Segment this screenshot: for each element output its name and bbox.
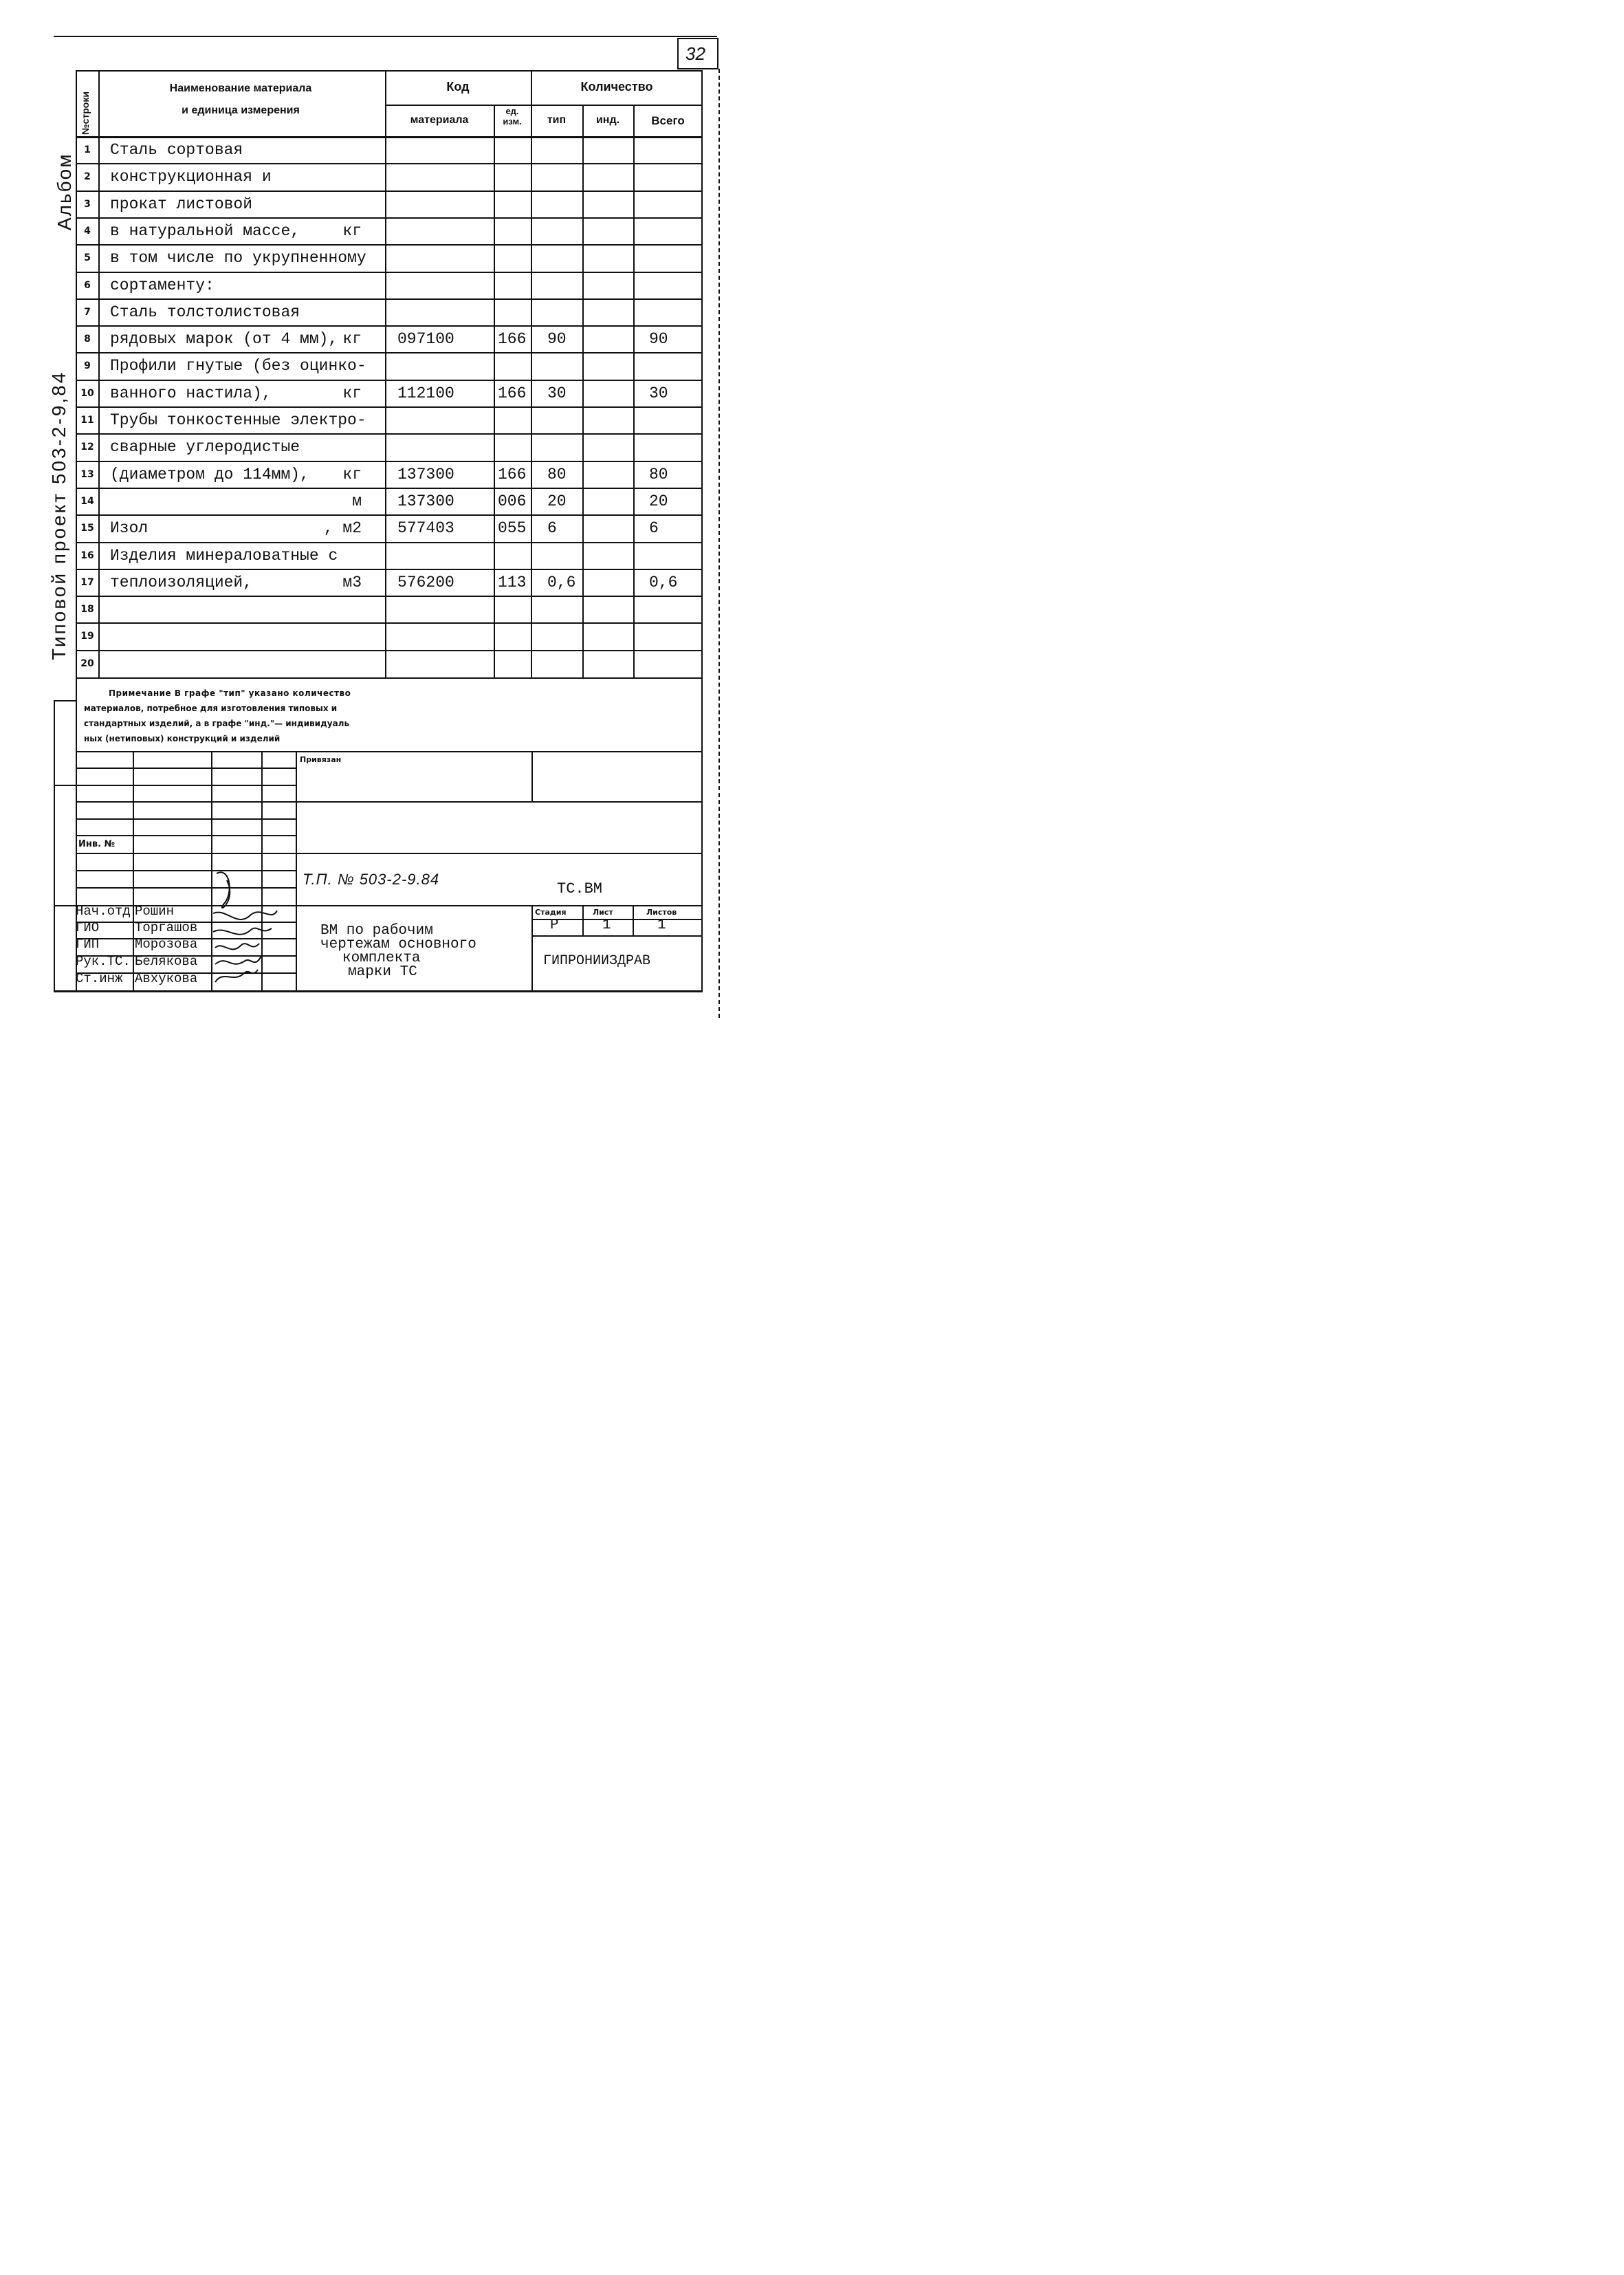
note-line4: ных (нетиповых) конструкций и изделий	[84, 734, 281, 743]
stamp-bottom	[54, 990, 703, 992]
role-name: Торгашов	[135, 920, 198, 935]
stamp-row	[54, 785, 296, 786]
material-name: (диаметром до 114мм),	[110, 465, 309, 483]
row-separator	[76, 217, 703, 219]
row-number: 8	[84, 334, 91, 345]
row-number: 6	[84, 279, 91, 291]
frame-left	[54, 700, 55, 991]
material-unit: кг	[342, 465, 362, 483]
unit-code: 006	[498, 492, 527, 510]
material-name: конструкционная и	[110, 168, 272, 186]
note-line3: стандартных изделий, а в графе "инд."— индивидуаль	[84, 719, 350, 728]
qty-type: 6	[547, 519, 557, 538]
role-label: ГИО	[76, 920, 100, 935]
material-unit: , м2	[323, 519, 362, 538]
title-line4: марки ТС	[348, 964, 417, 980]
role-label: Нач.отд	[76, 904, 131, 919]
qty-total: 90	[649, 330, 668, 349]
stage-value: Р	[550, 917, 559, 933]
material-name: рядовых марок (от 4 мм),	[110, 330, 338, 349]
qty-total: 6	[649, 519, 659, 538]
row-number: 15	[80, 523, 94, 534]
row-number: 3	[84, 198, 91, 210]
unit-code: 166	[498, 465, 527, 483]
material-unit: м	[352, 492, 362, 510]
role-name: Рошин	[135, 904, 175, 919]
stamp-col	[296, 751, 297, 991]
sheet-number: 32	[685, 43, 705, 64]
stamp-row	[76, 801, 701, 803]
sheets-value: 1	[657, 917, 666, 933]
privyazan-divider	[531, 751, 533, 801]
qty-type: 20	[547, 492, 567, 510]
unit-code: 055	[498, 519, 527, 538]
col-line	[98, 70, 100, 679]
role-name: Авхукова	[135, 971, 198, 986]
sheet-value: 1	[602, 917, 611, 933]
material-name: сортаменту:	[110, 276, 215, 294]
material-unit: кг	[342, 384, 362, 402]
qty-total: 20	[649, 492, 668, 510]
top-border-line	[54, 36, 717, 37]
material-unit: кг	[342, 221, 362, 240]
row-separator	[76, 272, 703, 273]
unit-code: 166	[498, 330, 527, 349]
header-quantity: Количество	[580, 80, 653, 94]
tp-number: Т.П. № 503-2-9.84	[303, 871, 440, 888]
qty-total: 30	[649, 384, 668, 402]
material-name: ванного настила),	[110, 384, 272, 402]
row-separator	[76, 163, 703, 164]
material-name: Изол	[110, 519, 149, 538]
unit-code: 166	[498, 384, 527, 402]
qty-total: 0,6	[649, 573, 678, 591]
header-code-unit: ед. изм.	[503, 106, 522, 127]
row-number: 10	[80, 387, 94, 399]
col-line	[531, 70, 532, 679]
role-label: Рук.ТС.	[76, 954, 131, 969]
row-number: 12	[80, 442, 94, 453]
material-name: Сталь толстолистовая	[110, 303, 300, 321]
stamp-row	[76, 853, 701, 854]
row-separator	[76, 488, 703, 489]
row-separator	[76, 514, 703, 516]
header-name-line1: Наименование материала	[169, 83, 312, 94]
material-name: в натуральной массе,	[110, 221, 300, 240]
header-subline	[385, 105, 703, 106]
stage-row-line	[531, 935, 701, 937]
stage-col	[633, 905, 634, 935]
signature-image	[210, 867, 285, 990]
right-edge-line	[718, 69, 720, 1018]
qty-type: 30	[547, 384, 567, 402]
header-code: Код	[446, 80, 470, 94]
material-name: теплоизоляцией,	[110, 573, 253, 591]
header-qty-total: Всего	[651, 114, 685, 127]
header-code-material: материала	[410, 114, 469, 126]
side-project-label: Типовой проект 503-2-9,84	[48, 370, 69, 660]
stamp-right	[701, 679, 703, 991]
role-name: Белякова	[135, 954, 198, 969]
row-separator	[76, 433, 703, 435]
title-line1: ВМ по рабочим	[320, 923, 433, 939]
row-separator	[76, 650, 703, 651]
row-number: 18	[80, 604, 94, 616]
stage-label: Стадия	[535, 908, 567, 917]
role-label: Ст.инж	[76, 971, 123, 986]
row-number: 16	[80, 549, 94, 561]
row-separator	[76, 596, 703, 597]
material-name: Сталь сортовая	[110, 141, 243, 159]
material-code: 137300	[397, 492, 454, 510]
row-separator	[76, 298, 703, 300]
qty-type: 0,6	[547, 573, 576, 591]
role-label: ГИП	[76, 937, 100, 952]
stage-divider	[531, 905, 533, 991]
stamp-top	[76, 751, 701, 752]
row-separator	[76, 406, 703, 408]
row-number: 9	[84, 360, 91, 372]
stamp-row	[76, 768, 296, 769]
sheet-label: Лист	[593, 908, 613, 917]
note	[84, 686, 689, 746]
header-row-no: №строки	[80, 91, 91, 135]
qty-type: 80	[547, 465, 567, 483]
row-separator	[76, 461, 703, 462]
stamp-row	[76, 818, 296, 820]
row-separator	[76, 191, 703, 192]
note-line1: Примечание В графе "тип" указано количество	[109, 688, 351, 698]
material-name: Профили гнутые (без оцинко-	[110, 357, 366, 375]
row-number: 7	[84, 306, 91, 318]
row-number: 1	[84, 144, 91, 155]
row-number: 13	[80, 468, 94, 480]
row-number: 20	[80, 657, 94, 669]
material-code: 577403	[397, 519, 454, 538]
header-qty-type: тип	[547, 114, 567, 126]
sheet-number-box	[677, 38, 718, 69]
doc-title	[320, 924, 476, 979]
row-separator	[76, 244, 703, 246]
organization: ГИПРОНИИЗДРАВ	[543, 953, 651, 969]
material-code: 576200	[397, 573, 454, 591]
material-unit: кг	[342, 330, 362, 349]
row-separator	[76, 352, 703, 353]
title-line3: комплекта	[342, 950, 421, 966]
row-separator	[76, 542, 703, 543]
col-line	[385, 70, 386, 679]
material-name: сварные углеродистые	[110, 438, 300, 457]
stage-col	[582, 905, 584, 935]
row-number: 2	[84, 171, 91, 183]
qty-total: 80	[649, 465, 668, 483]
material-code: 097100	[397, 330, 454, 349]
header-name-line2: и единица измерения	[182, 105, 300, 116]
material-code: 112100	[397, 384, 454, 402]
sheets-label: Листов	[646, 908, 677, 917]
side-album-label: Альбом	[54, 153, 75, 230]
note-line2: материалов, потребное для изготовления типовых и	[84, 704, 338, 713]
material-code: 137300	[397, 465, 454, 483]
material-name: в том числе по укрупненному	[110, 249, 366, 268]
material-name: прокат листовой	[110, 195, 253, 213]
row-separator	[76, 622, 703, 624]
material-name: Трубы тонкостенные электро-	[110, 411, 366, 429]
qty-type: 90	[547, 330, 567, 349]
doc-code: ТС.ВМ	[557, 880, 603, 897]
row-separator	[76, 569, 703, 570]
material-unit: м3	[342, 573, 362, 591]
header-bottom-line	[76, 136, 703, 138]
row-number: 5	[84, 252, 91, 264]
role-name: Морозова	[135, 937, 198, 952]
row-separator	[76, 380, 703, 381]
inv-no-label: Инв. №	[78, 839, 116, 849]
stamp-row	[76, 835, 296, 836]
privyazan-label: Привязан	[300, 755, 342, 764]
unit-code: 113	[498, 573, 527, 591]
frame-left-top	[54, 700, 76, 701]
row-number: 17	[80, 576, 94, 588]
row-number: 4	[84, 225, 91, 237]
row-number: 11	[80, 415, 94, 426]
material-name: Изделия минераловатные с	[110, 546, 338, 565]
row-number: 19	[80, 631, 94, 642]
row-separator	[76, 325, 703, 327]
title-line2: чертежам основного	[320, 937, 476, 953]
header-qty-ind: инд.	[595, 114, 620, 126]
row-number: 14	[80, 495, 94, 507]
